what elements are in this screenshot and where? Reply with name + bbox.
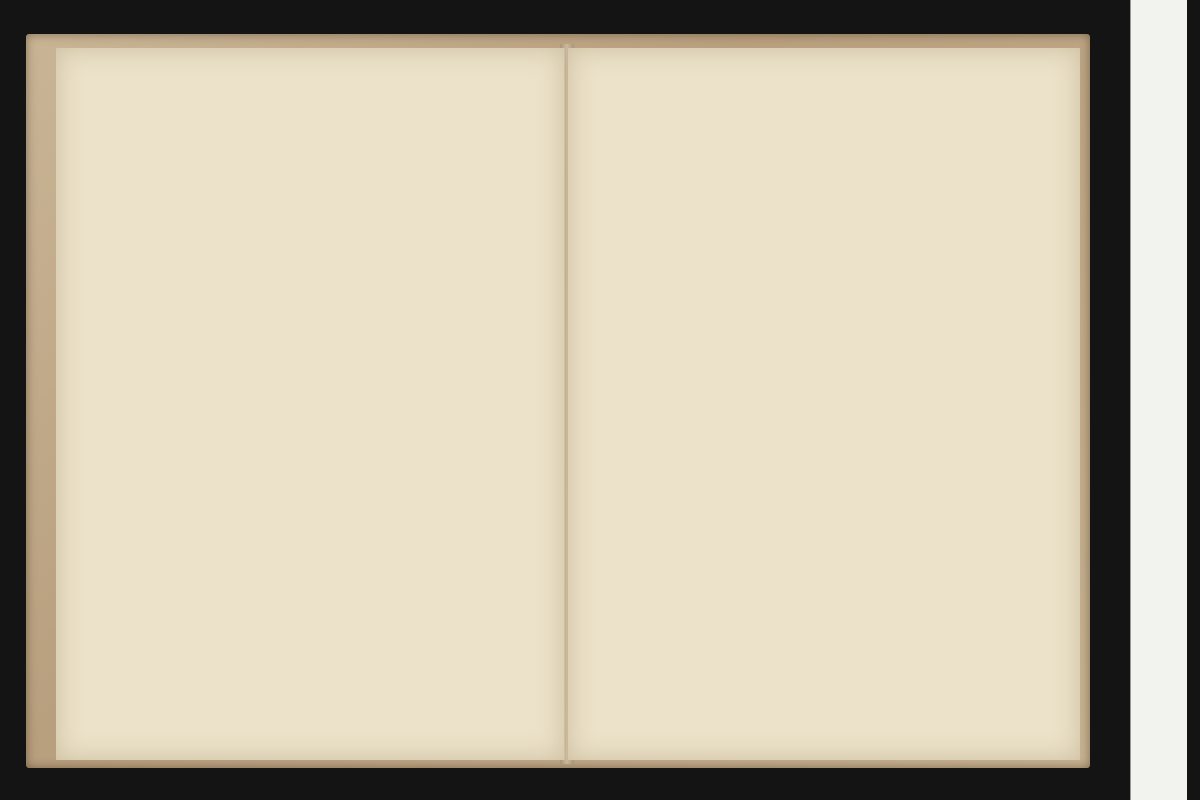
measuring-ruler xyxy=(1130,0,1187,800)
left-page xyxy=(56,48,565,760)
right-page xyxy=(568,48,1080,760)
